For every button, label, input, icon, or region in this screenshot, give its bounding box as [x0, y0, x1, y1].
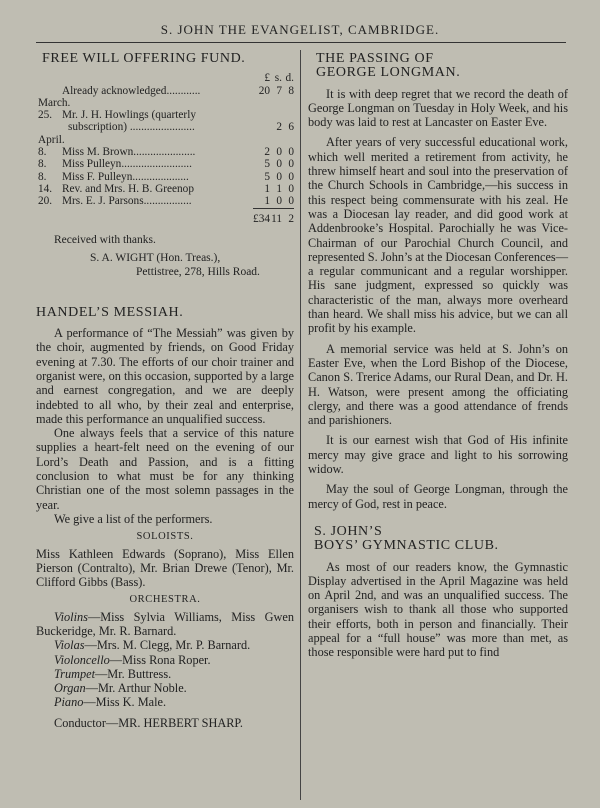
instrument: Violas: [54, 638, 85, 653]
fund-table: [36, 72, 294, 225]
fund-row: [36, 195, 294, 208]
longman-title-line-1: THE PASSING OF: [316, 51, 434, 66]
treasurer-address: Pettistree, 278, Hills Road.: [136, 266, 260, 279]
messiah-para-2: One always feels that a service of this nature supplies a heart-felt need on the evening of our Lord’s Death and Passion, and is a fitting conclusion to what must be for any thinking Christian one of the most solemn passages in the year.: [36, 426, 294, 512]
month-march: March.: [38, 96, 71, 109]
row-pounds: 2: [264, 146, 270, 159]
instrument: Trumpet: [54, 666, 95, 681]
row-shillings: 1: [276, 182, 282, 195]
row-day: 25.: [38, 109, 53, 122]
fund-row: [36, 109, 294, 121]
row-pounds: [253, 121, 270, 133]
total-row: [36, 208, 294, 225]
month-row: [36, 134, 294, 146]
row-shillings: 0: [276, 158, 282, 171]
fund-row: [36, 158, 294, 170]
instrument: Violoncello: [54, 652, 110, 667]
row-name-cont: subscription) .......................: [68, 121, 195, 134]
row-shillings: 0: [276, 146, 282, 159]
longman-para-2: After years of very successful educational work, which well merited a retirement from activity, he threw himself heart and soul into the preservation of the Church Schools in Cambridge,—his success in this respect being commensurate with his zeal. He was a Diocesan lay reader, and did good work at Addenbrooke’s Hospital. Parochially he was Vice-Chairman of our Parochial Church Council, and represented S. John’s at the Diocesan Conferences—a regular communicant and a regular worshipper. His sane judgment, expressed so quickly was characteristic of the man, always more overheard than heard. We shall miss his advice, but we can all profit by his example.: [308, 135, 568, 336]
already-pence: 8: [288, 84, 294, 97]
row-pence: 6: [288, 121, 294, 134]
orchestra-line: [36, 681, 294, 695]
month-april: April.: [38, 133, 65, 146]
performers: —Miss K. Male.: [83, 695, 167, 710]
orchestra-heading: ORCHESTRA.: [129, 594, 201, 606]
performers: —Mr. Arthur Noble.: [85, 681, 187, 696]
orchestra-line: [36, 610, 294, 639]
soloists-heading: SOLOISTS.: [136, 531, 194, 543]
month-row: [36, 97, 294, 109]
shillings-header: s.: [274, 72, 282, 85]
header-rule: [36, 42, 566, 43]
gym-title-line-1: S. JOHN’S: [314, 523, 383, 539]
longman-para-5: May the soul of George Longman, through the mercy of God, rest in peace.: [308, 482, 568, 511]
instrument: Violins: [54, 609, 88, 624]
row-pence: 0: [288, 182, 294, 195]
total-shillings: 11: [270, 208, 282, 225]
fund-row: [36, 183, 294, 195]
instrument: Piano: [54, 695, 84, 710]
orchestra-line: [36, 653, 294, 667]
row-name: Miss F. Pulleyn....................: [62, 170, 189, 183]
row-name: Miss Pulleyn.........................: [62, 158, 192, 171]
longman-title-line-2: GEORGE LONGMAN.: [316, 65, 461, 81]
performers: —Miss Sylvia Williams, Miss Gwen Buckeridge, Mr. R. Barnard.: [36, 609, 294, 638]
row-shillings: 0: [276, 195, 282, 208]
row-name: Mr. J. H. Howlings (quarterly: [62, 109, 196, 122]
row-day: 8.: [38, 146, 47, 159]
already-pounds: 20: [258, 84, 270, 97]
fund-row-cont: [36, 121, 294, 133]
right-column: [308, 48, 568, 660]
row-pence: 0: [288, 170, 294, 183]
row-name: Miss M. Brown......................: [62, 146, 196, 159]
pounds-header: £: [264, 72, 270, 85]
gym-title-line-2: BOYS’ GYMNASTIC CLUB.: [314, 538, 499, 554]
messiah-para-3: We give a list of the performers.: [54, 511, 213, 526]
row-name: Mrs. E. J. Parsons.................: [62, 195, 192, 208]
longman-para-1: It is with deep regret that we record the death of George Longman on Tuesday in Holy Week, and his body was laid to rest at Lancaster on Easter Eve.: [308, 86, 568, 130]
row-day: 8.: [38, 158, 47, 171]
performers: —Mr. Buttress.: [95, 666, 172, 681]
received-note: Received with thanks.: [54, 233, 156, 246]
performers: —Mrs. M. Clegg, Mr. P. Barnard.: [84, 638, 251, 653]
fund-row: [36, 171, 294, 183]
page-header: S. JOHN THE EVANGELIST, CAMBRIDGE.: [160, 22, 440, 37]
longman-para-4: It is our earnest wish that God of His infinite mercy may give grace and light to his sorrowing widow.: [308, 433, 568, 477]
instrument: Organ: [54, 681, 86, 696]
soloists-list: Miss Kathleen Edwards (Soprano), Miss Ellen Pierson (Contralto), Mr. Brian Drewe (Tenor), Mr. Clifford Gibbs (Bass).: [36, 546, 294, 590]
orchestra-line: [36, 667, 294, 681]
row-shillings: 0: [276, 170, 282, 183]
left-column: [36, 48, 294, 730]
row-pence: 0: [288, 158, 294, 171]
already-shillings: 7: [276, 84, 282, 97]
conductor-line: Conductor—MR. HERBERT SHARP.: [54, 715, 243, 730]
total-pounds: £34: [253, 208, 270, 225]
row-pounds: 1: [264, 195, 270, 208]
row-pounds: 5: [264, 170, 270, 183]
row-shillings: 2: [276, 121, 282, 134]
messiah-title: HANDEL’S MESSIAH.: [36, 304, 184, 320]
already-label: Already acknowledged............: [62, 84, 201, 97]
longman-para-3: A memorial service was held at S. John’s on Easter Eve, when the Lord Bishop of the Diocese, Canon S. Trerice Adams, our Rural Dean, and Dr. H. H. Watson, were present among the officiating clergy, and there was a good attendance of frends and parishioners.: [308, 341, 568, 428]
row-pence: 0: [288, 195, 294, 208]
total-pence: 2: [282, 208, 294, 225]
row-day: 20.: [38, 195, 53, 208]
fund-title: FREE WILL OFFERING FUND.: [42, 51, 246, 66]
column-divider: [300, 50, 301, 800]
fund-row: [36, 146, 294, 158]
row-day: 8.: [38, 170, 47, 183]
pence-header: d.: [285, 72, 294, 85]
performers: —Miss Rona Roper.: [109, 652, 211, 667]
messiah-para-1: A performance of “The Messiah” was given by the choir, augmented by friends, on Good Friday evening at 7.30. The efforts of our choir trainer and organist were, on this occasion, supported by a large and earnest congregation, and we are deeply indebted to all who, by their zeal and enterprise, made this performance an unqualified success.: [36, 326, 294, 426]
row-name: Rev. and Mrs. H. B. Greenop: [62, 182, 194, 195]
row-pounds: 5: [264, 158, 270, 171]
fund-header-row: [36, 72, 294, 84]
orchestra-line: [36, 695, 294, 709]
already-row: [36, 85, 294, 97]
row-day: 14.: [38, 182, 53, 195]
row-pounds: 1: [264, 182, 270, 195]
gym-para-1: As most of our readers know, the Gymnastic Display advertised in the April Magazine was held on April 2nd, and was an unqualified success. The organisers wish to thank all those who supported their efforts, both in person and financially. Their appeal for a “full house” was more than met, as those responsible were hard put to find: [308, 559, 568, 660]
orchestra-line: [36, 638, 294, 652]
row-pence: 0: [288, 146, 294, 159]
treasurer-name: S. A. WIGHT (Hon. Treas.),: [90, 252, 221, 265]
